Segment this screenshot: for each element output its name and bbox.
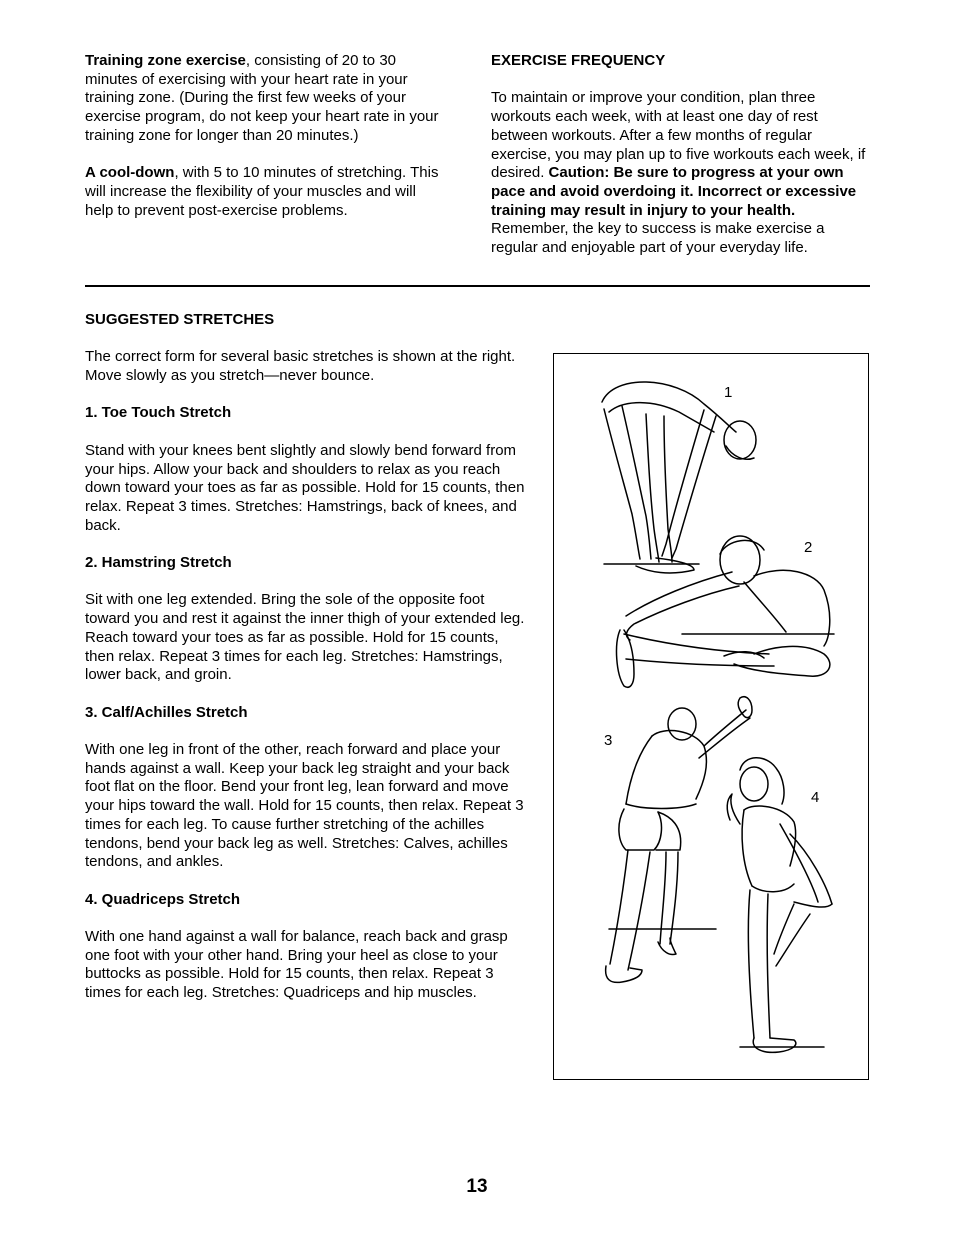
stretch-text-calf-achilles: With one leg in front of the other, reach forward and place your hands against a wall. Keep your back leg straight and your back foot flat on the floor. Bend your front leg, lean forward and move your hips toward the wall. Hold for 15 counts, then relax. Repeat 3 times for each leg. To cause further stretching of the achilles tendons, bend your back leg as well. Stretches: Calves, achilles tendons, and ankles. (85, 741, 524, 871)
exercise-frequency-heading: EXERCISE FREQUENCY (491, 52, 666, 69)
suggested-stretches-heading: SUGGESTED STRETCHES (85, 311, 275, 328)
suggested-stretches-section (85, 311, 525, 1003)
stretch-title-calf-achilles: 3. Calf/Achilles Stretch (85, 703, 248, 721)
cool-down-paragraph (85, 164, 445, 220)
section-divider (85, 285, 870, 287)
exercise-frequency-closing: Remember, the key to success is make exercise a regular and enjoyable part of your everyday life. (491, 220, 825, 257)
stretch-text-toe-touch: Stand with your knees bent slightly and slowly bend forward from your hips. Allow your back and shoulders to relax as you reach down toward your toes as far as possible. Hold for 15 counts, then relax. Repeat 3 times. Stretches: Hamstrings, back of knees, and back. (85, 441, 525, 534)
stretch-text-hamstring: Sit with one leg extended. Bring the sole of the opposite foot toward you and rest it against the inner thigh of your extended leg. Reach toward your toes as far as possible. Hold for 15 counts, then relax. Repeat 3 times for each leg. Stretches: Hamstrings, lower back, and groin. (85, 591, 525, 684)
hamstring-figure (617, 536, 834, 687)
exercise-frequency-body (491, 89, 871, 257)
stretch-line-art (554, 354, 868, 1079)
stretch-title-toe-touch: 1. Toe Touch Stretch (85, 404, 232, 422)
exercise-frequency-text: To maintain or improve your condition, plan three workouts each week, with at least one day of rest between workouts. After a few months of regular exercise, you may plan up to five workouts each week, if desired. (491, 89, 866, 182)
figure-label-2: 2 (804, 539, 813, 556)
stretch-title-hamstring: 2. Hamstring Stretch (85, 554, 232, 572)
exercise-frequency-caution: Caution: Be sure to progress at your own pace and avoid overdoing it. Incorrect or excessive training may result in injury to your health. (491, 164, 857, 219)
calf-achilles-figure (606, 697, 752, 983)
top-left-column (85, 52, 445, 220)
cool-down-lead: A cool-down (85, 164, 175, 182)
stretch-title-quadriceps: 4. Quadriceps Stretch (85, 890, 241, 908)
toe-touch-figure (602, 382, 756, 573)
training-zone-paragraph (85, 52, 445, 146)
page-number: 13 (466, 1176, 488, 1197)
stretch-illustrations (553, 353, 869, 1080)
figure-label-1: 1 (724, 384, 733, 401)
training-zone-text: , consisting of 20 to 30 minutes of exercising with your heart rate in your training zone. (During the first few weeks of your exercise program, do not keep your heart rate in your training zone for longer than 20 minutes.) (85, 52, 439, 144)
cool-down-text: , with 5 to 10 minutes of stretching. This will increase the flexibility of your muscles and will help to prevent post-exercise problems. (85, 164, 439, 219)
training-zone-lead: Training zone exercise (85, 52, 246, 69)
exercise-frequency-section (491, 52, 871, 258)
figure-label-3: 3 (604, 732, 613, 749)
stretch-text-quadriceps: With one hand against a wall for balance, reach back and grasp one foot with your other hand. Bring your heel as close to your buttocks as possible. Hold for 15 counts, then relax. Repeat 3 times for each leg. Stretches: Quadriceps and hip muscles. (85, 928, 508, 1002)
figure-label-4: 4 (811, 789, 820, 806)
suggested-stretches-intro: The correct form for several basic stretches is shown at the right. Move slowly as you stretch—never bounce. (85, 348, 516, 385)
